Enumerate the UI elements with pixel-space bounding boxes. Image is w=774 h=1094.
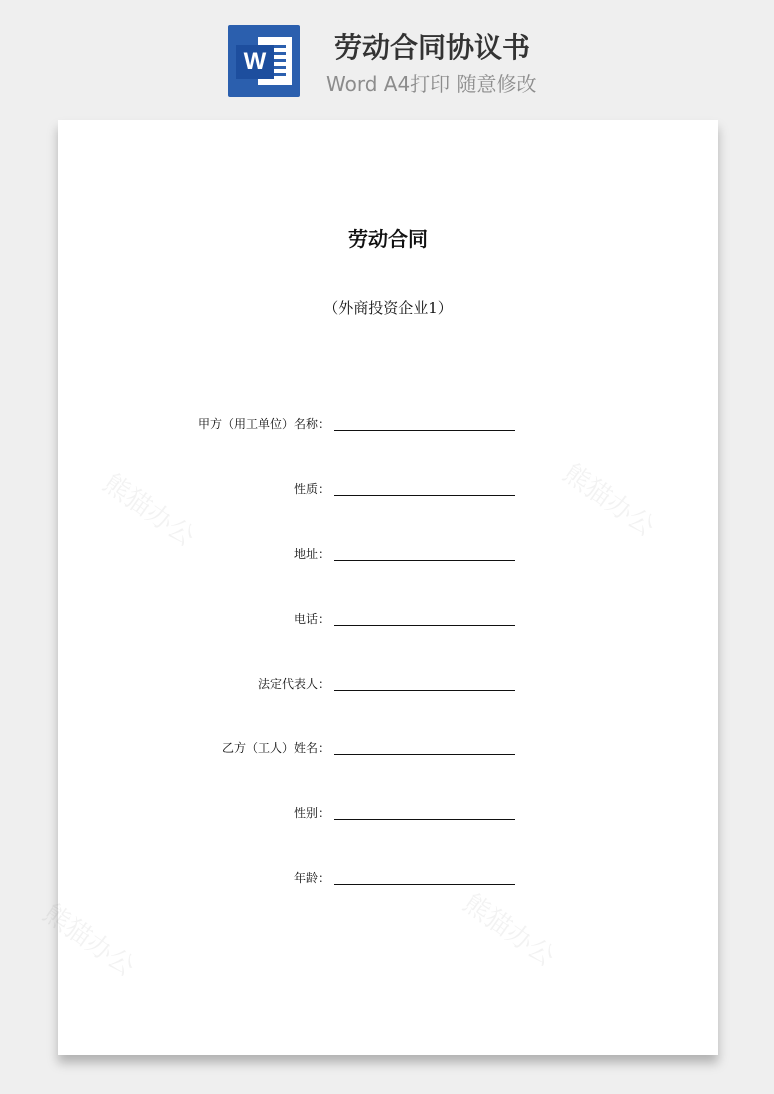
app-subtitle: Word A4打印 随意修改: [326, 72, 537, 96]
watermark: 熊猫办公: [557, 458, 660, 543]
watermark: 熊猫办公: [97, 468, 200, 553]
field-blank-line[interactable]: [334, 690, 515, 691]
watermark: 熊猫办公: [457, 888, 560, 973]
field-label: 年龄：: [293, 871, 330, 885]
form-field-address: [58, 543, 718, 565]
field-label: 甲方（用工单位）名称：: [197, 417, 330, 431]
form-field-gender: [58, 802, 718, 824]
field-blank-line[interactable]: [334, 625, 515, 626]
form-field-phone: [58, 608, 718, 630]
field-blank-line[interactable]: [334, 819, 515, 820]
field-label: 乙方（工人）姓名：: [221, 741, 330, 755]
field-label: 性别：: [293, 806, 330, 820]
form-field-employer-name: [58, 413, 718, 435]
document-page: [37, 120, 718, 1055]
word-icon: [228, 25, 300, 97]
field-label: 电话：: [293, 612, 330, 626]
word-icon-letter: W: [236, 45, 274, 79]
field-label: 法定代表人：: [257, 677, 330, 691]
field-blank-line[interactable]: [334, 754, 515, 755]
field-label: 地址：: [293, 547, 330, 561]
watermark: 熊猫办公: [37, 898, 140, 983]
document-title: 劳动合同: [348, 227, 428, 251]
form-field-nature: [58, 478, 718, 500]
field-blank-line[interactable]: [334, 560, 515, 561]
field-blank-line[interactable]: [334, 495, 515, 496]
document-subtitle: （外商投资企业1）: [323, 299, 453, 317]
field-blank-line[interactable]: [334, 430, 515, 431]
field-label: 性质：: [293, 482, 330, 496]
field-blank-line[interactable]: [334, 884, 515, 885]
form-field-age: [58, 867, 718, 889]
header: [0, 0, 774, 110]
app-title: 劳动合同协议书: [334, 31, 531, 64]
form-field-worker-name: [58, 737, 718, 759]
form-field-legal-representative: [58, 673, 718, 695]
